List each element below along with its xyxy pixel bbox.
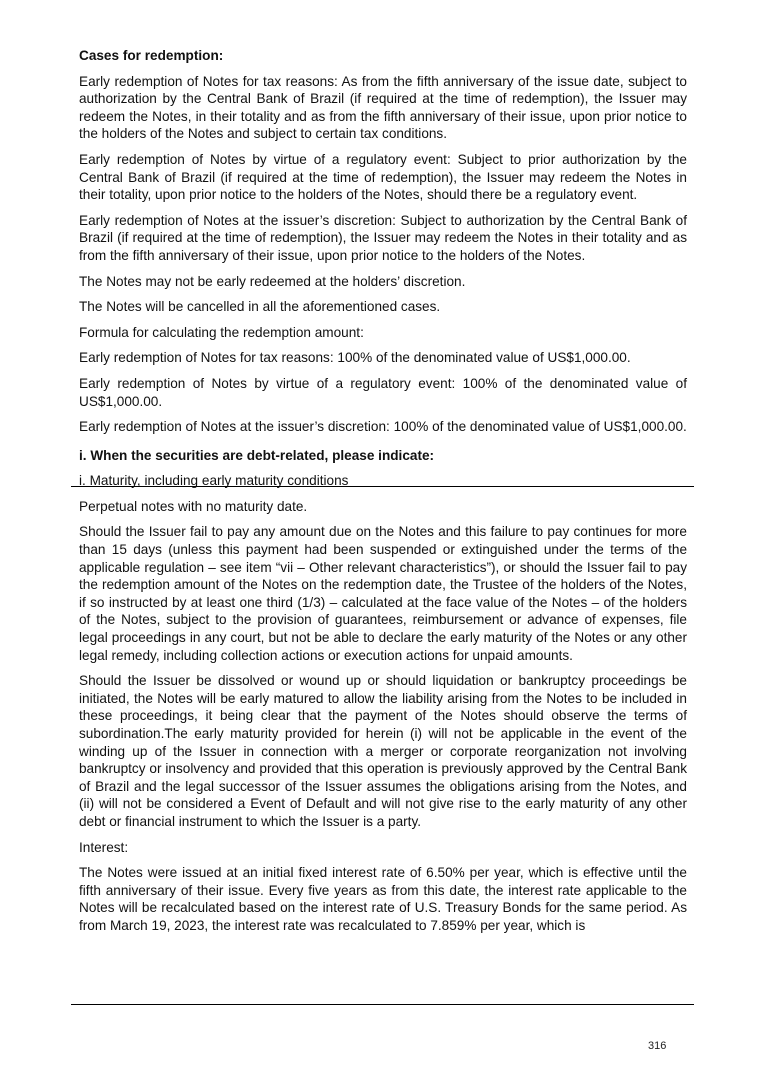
section-divider	[71, 486, 694, 487]
paragraph-tax-redemption: Early redemption of Notes for tax reasons: As from the fifth anniversary of the issue date, subject to authorization by the Central Bank of Brazil (if required at the time of redemption), the Issuer may redeem the Notes, in their totality and as from the fifth anniversary of their issue, upon prior notice to the holders of the Notes and subject to certain tax conditions.	[79, 73, 687, 142]
paragraph-formula-heading: Formula for calculating the redemption amount:	[79, 324, 364, 340]
paragraph-holders-discretion: The Notes may not be early redeemed at the holders’ discretion.	[79, 273, 466, 289]
paragraph-perpetual: Perpetual notes with no maturity date.	[79, 498, 308, 514]
paragraph-formula-discretion: Early redemption of Notes at the issuer’s discretion: 100% of the denominated value of US$1,000.00.	[79, 419, 687, 435]
cases-heading: Cases for redemption:	[79, 48, 224, 63]
paragraph-payment-default: Should the Issuer fail to pay any amount due on the Notes and this failure to pay continues for more than 15 days (unless this payment had been suspended or extinguished under the terms of the applicable regulation – see item “vii – Other relevant characteristics”), or should the Issuer fail to pay the redemption amount of the Notes on the redemption date, the Trustee of the holders of the Notes, if so instructed by at least one third (1/3) – calculated at the face value of the Notes – of the holders of the Notes, subject to the provision of guarantees, reimbursement or advance of expenses, file legal proceedings in any court, but not be able to declare the early maturity of the Notes or any other legal remedy, including collection actions or execution actions for unpaid amounts.	[79, 524, 687, 663]
document-page	[79, 47, 687, 943]
paragraph-formula-tax: Early redemption of Notes for tax reasons: 100% of the denominated value of US$1,000.00.	[79, 350, 631, 366]
paragraph-maturity-heading: i. Maturity, including early maturity conditions	[79, 473, 349, 489]
footer-divider	[71, 1004, 694, 1005]
paragraph-interest-rate: The Notes were issued at an initial fixed interest rate of 6.50% per year, which is effective until the fifth anniversary of their issue. Every five years as from this date, the interest rate applicable to the Notes will be recalculated based on the interest rate of U.S. Treasury Bonds for the same period. As from March 19, 2023, the interest rate was recalculated to 7.859% per year, which is	[79, 865, 687, 933]
paragraph-cancelled: The Notes will be cancelled in all the aforementioned cases.	[79, 299, 441, 315]
paragraph-issuer-discretion-redemption: Early redemption of Notes at the issuer’s discretion: Subject to authorization by the Central Bank of Brazil (if required at the time of redemption), the Issuer may redeem the Notes in their totality and as from the fifth anniversary of their issue, upon prior notice to the holders of the Notes.	[79, 212, 687, 263]
paragraph-formula-regulatory: Early redemption of Notes by virtue of a regulatory event: 100% of the denominated value of US$1,000.00.	[79, 375, 687, 409]
page-number: 316	[648, 1040, 667, 1052]
paragraph-interest-heading: Interest:	[79, 839, 129, 855]
paragraph-dissolution: Should the Issuer be dissolved or wound up or should liquidation or bankruptcy proceedings be initiated, the Notes will be early matured to allow the liability arising from the Notes to be included in these proceedings, it being clear that the payment of the Notes should observe the terms of subordination.The early maturity provided for herein (i) will not be applicable in the event of the winding up of the Issuer in connection with a merger or corporate reorganization not involving bankruptcy or insolvency and provided that this operation is previously approved by the Central Bank of Brazil and the legal successor of the Issuer assumes the obligations arising from the Notes, and (ii) will not be considered a Event of Default and will not give rise to the early maturity of any other debt or financial instrument to which the Issuer is a party.	[79, 673, 687, 829]
paragraph-regulatory-redemption: Early redemption of Notes by virtue of a regulatory event: Subject to prior authorization by the Central Bank of Brazil (if required at the time of redemption), the Issuer may redeem the Notes in their totality, upon prior notice to the holders of the Notes, should there be a regulatory event.	[79, 151, 687, 203]
section-heading: i. When the securities are debt-related, please indicate:	[79, 447, 435, 463]
